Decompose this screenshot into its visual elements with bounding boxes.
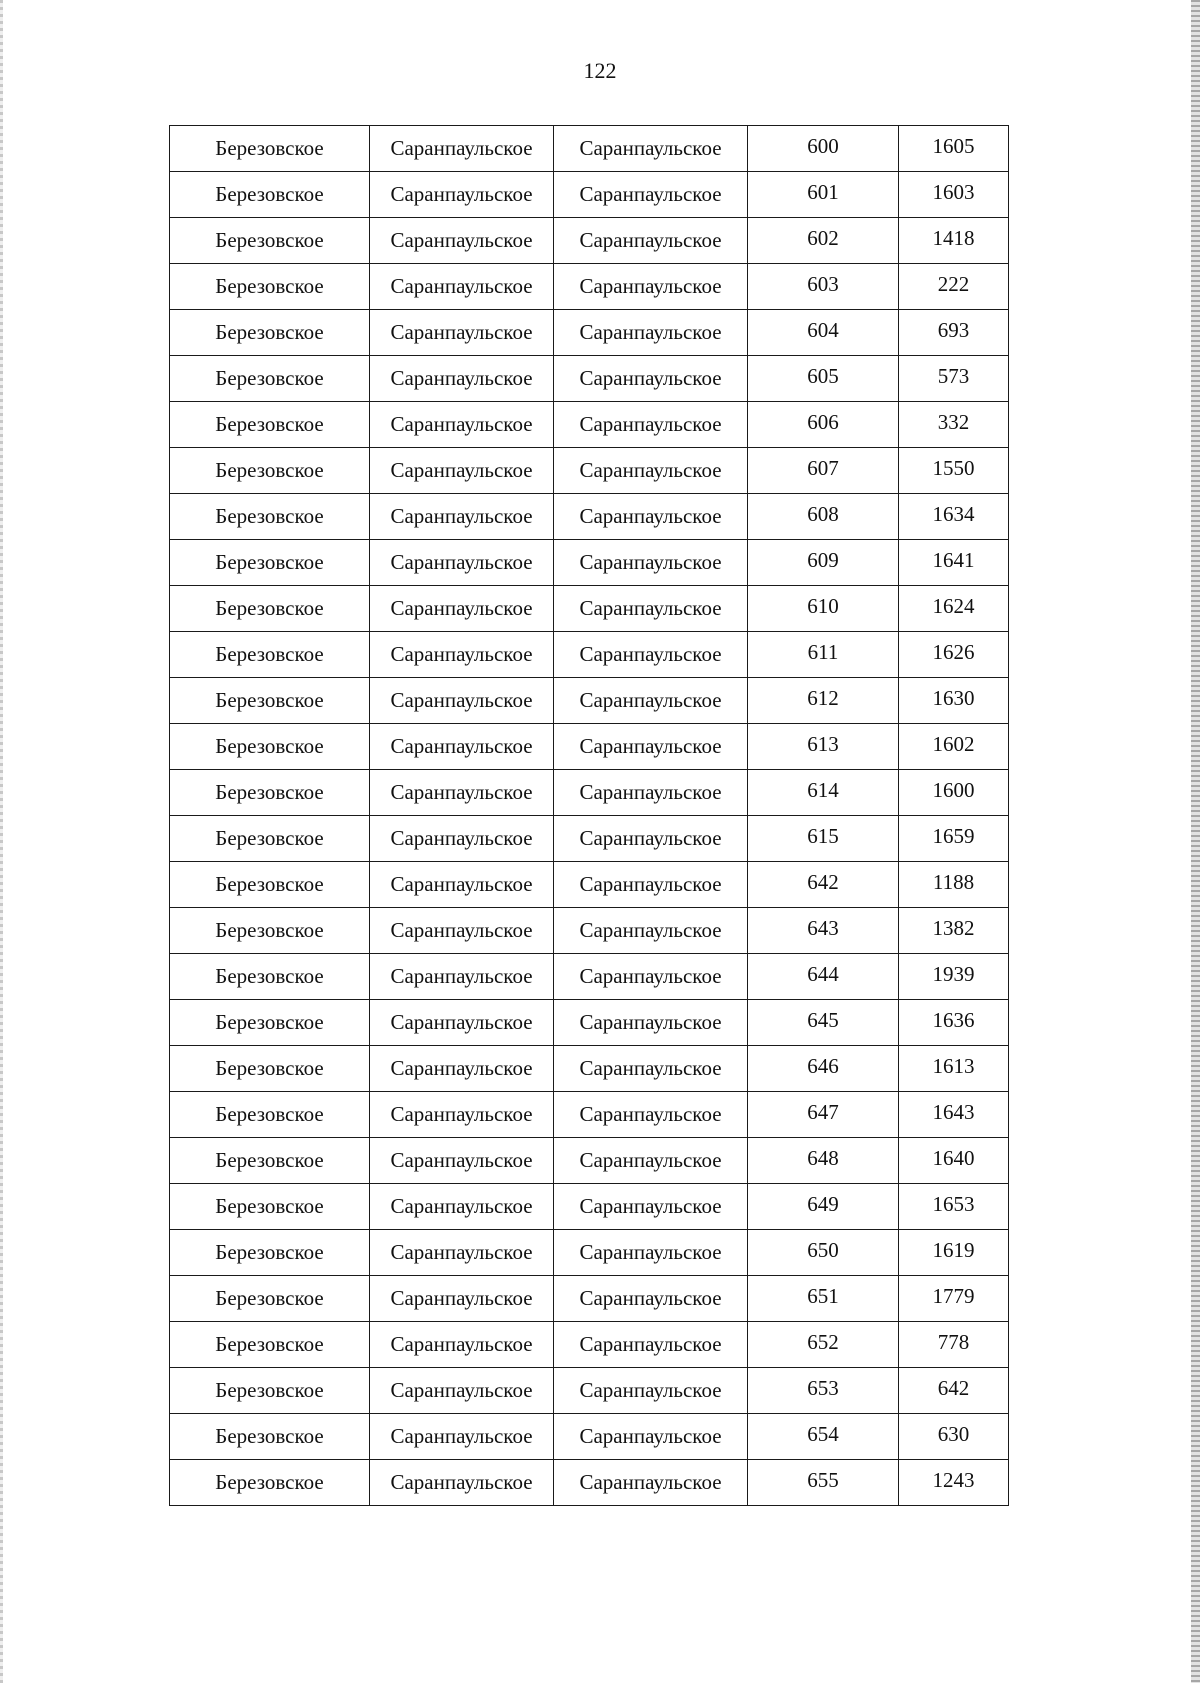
- table-row: [170, 632, 1009, 678]
- table-row: [170, 586, 1009, 632]
- number-cell: 645: [748, 1000, 899, 1046]
- value-cell: 1939: [899, 954, 1009, 1000]
- value-cell: 222: [899, 264, 1009, 310]
- table-row: [170, 172, 1009, 218]
- municipality-cell: Березовское: [170, 1322, 370, 1368]
- number-cell: 654: [748, 1414, 899, 1460]
- settlement-cell: Саранпаульское: [370, 954, 554, 1000]
- value-cell: 1188: [899, 862, 1009, 908]
- locality-cell: Саранпаульское: [554, 586, 748, 632]
- settlement-cell: Саранпаульское: [370, 862, 554, 908]
- settlement-cell: Саранпаульское: [370, 1184, 554, 1230]
- value-cell: 1634: [899, 494, 1009, 540]
- table-row: [170, 1046, 1009, 1092]
- settlement-cell: Саранпаульское: [370, 1230, 554, 1276]
- settlement-cell: Саранпаульское: [370, 402, 554, 448]
- municipality-cell: Березовское: [170, 1460, 370, 1506]
- value-cell: 1600: [899, 770, 1009, 816]
- municipality-cell: Березовское: [170, 494, 370, 540]
- municipality-cell: Березовское: [170, 632, 370, 678]
- table-row: [170, 1184, 1009, 1230]
- value-cell: 1602: [899, 724, 1009, 770]
- municipality-cell: Березовское: [170, 586, 370, 632]
- number-cell: 648: [748, 1138, 899, 1184]
- scan-edge-right: [1191, 0, 1200, 1683]
- municipality-cell: Березовское: [170, 1092, 370, 1138]
- table-row: [170, 678, 1009, 724]
- number-cell: 646: [748, 1046, 899, 1092]
- value-cell: 630: [899, 1414, 1009, 1460]
- municipality-cell: Березовское: [170, 1046, 370, 1092]
- settlement-cell: Саранпаульское: [370, 540, 554, 586]
- locality-cell: Саранпаульское: [554, 1322, 748, 1368]
- settlement-cell: Саранпаульское: [370, 1460, 554, 1506]
- number-cell: 601: [748, 172, 899, 218]
- table-row: [170, 1276, 1009, 1322]
- table-row: [170, 1322, 1009, 1368]
- municipality-cell: Березовское: [170, 816, 370, 862]
- municipality-cell: Березовское: [170, 172, 370, 218]
- locality-cell: Саранпаульское: [554, 1230, 748, 1276]
- number-cell: 612: [748, 678, 899, 724]
- settlement-cell: Саранпаульское: [370, 816, 554, 862]
- number-cell: 602: [748, 218, 899, 264]
- value-cell: 573: [899, 356, 1009, 402]
- municipality-cell: Березовское: [170, 1276, 370, 1322]
- municipality-cell: Березовское: [170, 356, 370, 402]
- table-row: [170, 724, 1009, 770]
- municipality-cell: Березовское: [170, 448, 370, 494]
- municipality-cell: Березовское: [170, 862, 370, 908]
- table-row: [170, 540, 1009, 586]
- number-cell: 651: [748, 1276, 899, 1322]
- value-cell: 1619: [899, 1230, 1009, 1276]
- number-cell: 613: [748, 724, 899, 770]
- locality-cell: Саранпаульское: [554, 954, 748, 1000]
- locality-cell: Саранпаульское: [554, 218, 748, 264]
- municipality-cell: Березовское: [170, 678, 370, 724]
- value-cell: 1418: [899, 218, 1009, 264]
- settlement-cell: Саранпаульское: [370, 1368, 554, 1414]
- locality-cell: Саранпаульское: [554, 862, 748, 908]
- value-cell: 1641: [899, 540, 1009, 586]
- number-cell: 649: [748, 1184, 899, 1230]
- settlement-cell: Саранпаульское: [370, 310, 554, 356]
- table-row: [170, 448, 1009, 494]
- settlement-cell: Саранпаульское: [370, 1322, 554, 1368]
- table-row: [170, 1092, 1009, 1138]
- number-cell: 653: [748, 1368, 899, 1414]
- number-cell: 650: [748, 1230, 899, 1276]
- value-cell: 642: [899, 1368, 1009, 1414]
- settlement-cell: Саранпаульское: [370, 1414, 554, 1460]
- value-cell: 1243: [899, 1460, 1009, 1506]
- settlement-cell: Саранпаульское: [370, 586, 554, 632]
- locality-cell: Саранпаульское: [554, 494, 748, 540]
- number-cell: 652: [748, 1322, 899, 1368]
- municipality-cell: Березовское: [170, 770, 370, 816]
- number-cell: 604: [748, 310, 899, 356]
- locality-cell: Саранпаульское: [554, 632, 748, 678]
- number-cell: 642: [748, 862, 899, 908]
- locality-cell: Саранпаульское: [554, 1184, 748, 1230]
- municipality-cell: Березовское: [170, 1000, 370, 1046]
- locality-cell: Саранпаульское: [554, 770, 748, 816]
- number-cell: 655: [748, 1460, 899, 1506]
- locality-cell: Саранпаульское: [554, 908, 748, 954]
- number-cell: 603: [748, 264, 899, 310]
- scan-edge-left: [0, 0, 3, 1683]
- locality-cell: Саранпаульское: [554, 264, 748, 310]
- table-row: [170, 1414, 1009, 1460]
- municipality-cell: Березовское: [170, 264, 370, 310]
- number-cell: 615: [748, 816, 899, 862]
- number-cell: 644: [748, 954, 899, 1000]
- locality-cell: Саранпаульское: [554, 1138, 748, 1184]
- number-cell: 647: [748, 1092, 899, 1138]
- municipality-cell: Березовское: [170, 908, 370, 954]
- locality-cell: Саранпаульское: [554, 402, 748, 448]
- locality-cell: Саранпаульское: [554, 1368, 748, 1414]
- number-cell: 600: [748, 126, 899, 172]
- value-cell: 1605: [899, 126, 1009, 172]
- table-row: [170, 1368, 1009, 1414]
- locality-cell: Саранпаульское: [554, 126, 748, 172]
- page-number: 122: [583, 58, 617, 83]
- locality-cell: Саранпаульское: [554, 678, 748, 724]
- table-row: [170, 1230, 1009, 1276]
- value-cell: 1630: [899, 678, 1009, 724]
- settlement-cell: Саранпаульское: [370, 264, 554, 310]
- municipality-cell: Березовское: [170, 1138, 370, 1184]
- number-cell: 611: [748, 632, 899, 678]
- locality-cell: Саранпаульское: [554, 310, 748, 356]
- table-row: [170, 264, 1009, 310]
- value-cell: 332: [899, 402, 1009, 448]
- municipality-cell: Березовское: [170, 218, 370, 264]
- settlement-cell: Саранпаульское: [370, 1092, 554, 1138]
- settlement-cell: Саранпаульское: [370, 356, 554, 402]
- number-cell: 605: [748, 356, 899, 402]
- number-cell: 607: [748, 448, 899, 494]
- settlement-cell: Саранпаульское: [370, 126, 554, 172]
- number-cell: 606: [748, 402, 899, 448]
- settlement-cell: Саранпаульское: [370, 218, 554, 264]
- locality-cell: Саранпаульское: [554, 172, 748, 218]
- table-row: [170, 1138, 1009, 1184]
- value-cell: 1779: [899, 1276, 1009, 1322]
- municipality-cell: Березовское: [170, 126, 370, 172]
- settlement-cell: Саранпаульское: [370, 494, 554, 540]
- table-row: [170, 954, 1009, 1000]
- number-cell: 610: [748, 586, 899, 632]
- municipality-cell: Березовское: [170, 954, 370, 1000]
- settlement-cell: Саранпаульское: [370, 770, 554, 816]
- locality-cell: Саранпаульское: [554, 1276, 748, 1322]
- number-cell: 614: [748, 770, 899, 816]
- table-body: [170, 126, 1009, 1506]
- value-cell: 1382: [899, 908, 1009, 954]
- municipality-cell: Березовское: [170, 402, 370, 448]
- municipality-cell: Березовское: [170, 1184, 370, 1230]
- table-row: [170, 816, 1009, 862]
- value-cell: 1626: [899, 632, 1009, 678]
- locality-cell: Саранпаульское: [554, 356, 748, 402]
- value-cell: 778: [899, 1322, 1009, 1368]
- settlement-cell: Саранпаульское: [370, 1138, 554, 1184]
- settlement-cell: Саранпаульское: [370, 678, 554, 724]
- locality-cell: Саранпаульское: [554, 724, 748, 770]
- value-cell: 1640: [899, 1138, 1009, 1184]
- municipality-cell: Березовское: [170, 310, 370, 356]
- settlement-cell: Саранпаульское: [370, 724, 554, 770]
- table-row: [170, 310, 1009, 356]
- value-cell: 1636: [899, 1000, 1009, 1046]
- settlement-cell: Саранпаульское: [370, 172, 554, 218]
- value-cell: 1659: [899, 816, 1009, 862]
- municipality-cell: Березовское: [170, 540, 370, 586]
- value-cell: 1613: [899, 1046, 1009, 1092]
- data-table: [169, 125, 1009, 1506]
- settlement-cell: Саранпаульское: [370, 908, 554, 954]
- table-row: [170, 356, 1009, 402]
- settlement-cell: Саранпаульское: [370, 448, 554, 494]
- value-cell: 1643: [899, 1092, 1009, 1138]
- value-cell: 1624: [899, 586, 1009, 632]
- number-cell: 643: [748, 908, 899, 954]
- locality-cell: Саранпаульское: [554, 1092, 748, 1138]
- table-row: [170, 1000, 1009, 1046]
- municipality-cell: Березовское: [170, 1230, 370, 1276]
- table-row: [170, 862, 1009, 908]
- locality-cell: Саранпаульское: [554, 448, 748, 494]
- value-cell: 1550: [899, 448, 1009, 494]
- municipality-cell: Березовское: [170, 1414, 370, 1460]
- table-row: [170, 126, 1009, 172]
- number-cell: 608: [748, 494, 899, 540]
- table-row: [170, 494, 1009, 540]
- municipality-cell: Березовское: [170, 1368, 370, 1414]
- locality-cell: Саранпаульское: [554, 1000, 748, 1046]
- locality-cell: Саранпаульское: [554, 1414, 748, 1460]
- municipality-cell: Березовское: [170, 724, 370, 770]
- locality-cell: Саранпаульское: [554, 816, 748, 862]
- locality-cell: Саранпаульское: [554, 1460, 748, 1506]
- number-cell: 609: [748, 540, 899, 586]
- value-cell: 693: [899, 310, 1009, 356]
- settlement-cell: Саранпаульское: [370, 632, 554, 678]
- table-row: [170, 1460, 1009, 1506]
- table-row: [170, 908, 1009, 954]
- locality-cell: Саранпаульское: [554, 1046, 748, 1092]
- locality-cell: Саранпаульское: [554, 540, 748, 586]
- settlement-cell: Саранпаульское: [370, 1276, 554, 1322]
- table-row: [170, 770, 1009, 816]
- table-row: [170, 402, 1009, 448]
- settlement-cell: Саранпаульское: [370, 1046, 554, 1092]
- value-cell: 1653: [899, 1184, 1009, 1230]
- table-row: [170, 218, 1009, 264]
- value-cell: 1603: [899, 172, 1009, 218]
- settlement-cell: Саранпаульское: [370, 1000, 554, 1046]
